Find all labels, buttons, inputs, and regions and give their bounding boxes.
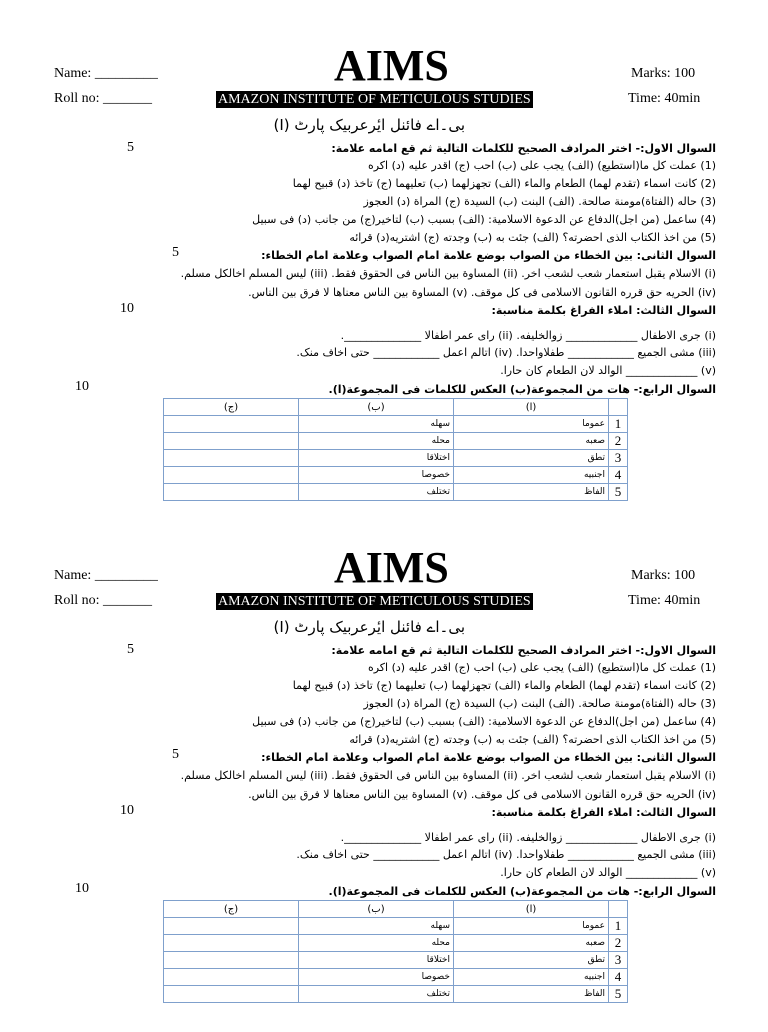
table-header-row	[164, 399, 628, 416]
q2-title: السوال الثانی: بین الخطاء من الصواب بوضع علامة امام الصواب وعلامة امام الخطاء:	[261, 249, 716, 262]
q4-title: السوال الرابع:- هات من المجموعة(ب) العکس للکلمات فی المجموعة(ا).	[328, 383, 716, 396]
q1-marks: 5	[127, 642, 134, 657]
cell-group-a: عموما	[454, 416, 609, 433]
cell-group-c	[164, 986, 299, 1003]
table-row	[164, 918, 628, 935]
q3-line-2: (iii) مشی الجمیع ____________ طفلاواحدا. (iv) اتالم اعمل ____________ حتی اخاف منک.	[296, 848, 716, 861]
marks-label: Marks: 100	[631, 66, 696, 81]
cell-group-c	[164, 918, 299, 935]
name-field-label: Name: _________	[54, 568, 158, 583]
q1-line-1: (1) عملت کل ما(استطیع) (الف) یجب علی (ب) احب (ج) اقدر علیه (د) اکره	[367, 661, 716, 674]
cell-group-a: تطق	[454, 450, 609, 467]
q2-title: السوال الثانی: بین الخطاء من الصواب بوضع علامة امام الصواب وعلامة امام الخطاء:	[261, 751, 716, 764]
row-number: 4	[609, 969, 628, 986]
table-row	[164, 935, 628, 952]
time-label: Time: 40min	[628, 91, 701, 106]
row-number: 3	[609, 450, 628, 467]
cell-group-b: سهله	[299, 918, 454, 935]
table-row	[164, 467, 628, 484]
paper-title: بی۔اے فائنل ایٔرعربیک پارٹ (I)	[273, 116, 465, 134]
table-row	[164, 986, 628, 1003]
cell-group-c	[164, 416, 299, 433]
table-row	[164, 484, 628, 501]
q1-line-3: (3) حاله (الفتاة)مومنة صالحة. (الف) البنت (ب) السيدة (ج) المراة (د) العجوز	[363, 195, 716, 208]
cell-group-c	[164, 450, 299, 467]
cell-group-b: تختلف	[299, 986, 454, 1003]
q3-line-1: (i) جری الاطفال _____________ زوالخلیفه. (ii) رای عمر اطفالا ______________.	[340, 831, 716, 844]
q1-line-5: (5) من اخذ الکتاب الذی احضرته؟ (الف) جئت به (ب) وجدته (ج) اشتریه(د) قرائه	[349, 733, 716, 746]
cell-group-b: خصوصا	[299, 969, 454, 986]
q3-marks: 10	[120, 803, 134, 818]
cell-group-a: اجنبیه	[454, 969, 609, 986]
table-header-b: (ب)	[299, 901, 454, 918]
q3-line-2: (iii) مشی الجمیع ____________ طفلاواحدا. (iv) اتالم اعمل ____________ حتی اخاف منک.	[296, 346, 716, 359]
cell-group-c	[164, 952, 299, 969]
roll-number-label: Roll no: _______	[54, 91, 153, 106]
q2-line-2: (iv) الحریه حق قرره القانون الاسلامی فی کل موقف. (v) المساوة بین الناس معناها لا فرق بین الناس.	[248, 788, 716, 801]
name-field-label: Name: _________	[54, 66, 158, 81]
table-row	[164, 450, 628, 467]
cell-group-b: تختلف	[299, 484, 454, 501]
cell-group-a: اجنبیه	[454, 467, 609, 484]
q1-title: السوال الاول:- اختر المرادف الصحیح للكلمات التالیة ثم قع امامه علامة:	[331, 142, 716, 155]
exam-sheet-top	[0, 40, 768, 530]
q2-line-2: (iv) الحریه حق قرره القانون الاسلامی فی کل موقف. (v) المساوة بین الناس معناها لا فرق بین الناس.	[248, 286, 716, 299]
q3-marks: 10	[120, 301, 134, 316]
q2-marks: 5	[172, 245, 179, 260]
q3-title: السوال الثالث: املاء الفراغ بکلمة مناسبة:	[491, 304, 716, 317]
marks-label: Marks: 100	[631, 568, 696, 583]
table-header-c: (ج)	[164, 901, 299, 918]
q3-title: السوال الثالث: املاء الفراغ بکلمة مناسبة:	[491, 806, 716, 819]
school-subtitle-banner: AMAZON INSTITUTE OF METICULOUS STUDIES	[218, 594, 531, 609]
table-header-b: (ب)	[299, 399, 454, 416]
table-row	[164, 952, 628, 969]
cell-group-a: الفاظ	[454, 484, 609, 501]
q1-line-2: (2) کانت اسماء (تقدم لهما) الطعام والماء (الف) تجهزلهما (ب) تعليهما (ج) تاخذ (د) قبیح لهما	[292, 177, 716, 190]
cell-group-a: صعبه	[454, 935, 609, 952]
q1-line-5: (5) من اخذ الکتاب الذی احضرته؟ (الف) جئت به (ب) وجدته (ج) اشتریه(د) قرائه	[349, 231, 716, 244]
cell-group-b: سهله	[299, 416, 454, 433]
q1-line-4: (4) ساعمل (من اجل)الدفاع عن الدعوة الاسلامیة: (الف) بسبب (ب) لتاخیر(ج) من جانب (د) فی سبیل	[252, 715, 716, 728]
table-row	[164, 416, 628, 433]
school-subtitle-banner: AMAZON INSTITUTE OF METICULOUS STUDIES	[218, 92, 531, 107]
row-number: 2	[609, 935, 628, 952]
cell-group-c	[164, 935, 299, 952]
q1-title: السوال الاول:- اختر المرادف الصحیح للكلمات التالیة ثم قع امامه علامة:	[331, 644, 716, 657]
paper-title: بی۔اے فائنل ایٔرعربیک پارٹ (I)	[273, 618, 465, 636]
row-number: 5	[609, 986, 628, 1003]
q1-line-4: (4) ساعمل (من اجل)الدفاع عن الدعوة الاسلامیة: (الف) بسبب (ب) لتاخیر(ج) من جانب (د) فی سبیل	[252, 213, 716, 226]
row-number: 1	[609, 918, 628, 935]
q3-line-3: (v) _____________ الوالد لان الطعام کان حارا.	[500, 364, 716, 377]
table-header-a: (ا)	[454, 901, 609, 918]
table-row	[164, 433, 628, 450]
table-header-row	[164, 901, 628, 918]
row-number: 1	[609, 416, 628, 433]
q1-line-1: (1) عملت کل ما(استطیع) (الف) یجب علی (ب) احب (ج) اقدر علیه (د) اکره	[367, 159, 716, 172]
q1-line-2: (2) کانت اسماء (تقدم لهما) الطعام والماء (الف) تجهزلهما (ب) تعليهما (ج) تاخذ (د) قبیح لهما	[292, 679, 716, 692]
q1-line-3: (3) حاله (الفتاة)مومنة صالحة. (الف) البنت (ب) السيدة (ج) المراة (د) العجوز	[363, 697, 716, 710]
q4-table	[163, 900, 628, 1003]
cell-group-a: تطق	[454, 952, 609, 969]
cell-group-a: صعبه	[454, 433, 609, 450]
cell-group-a: عموما	[454, 918, 609, 935]
roll-number-label: Roll no: _______	[54, 593, 153, 608]
cell-group-b: اختلاقا	[299, 450, 454, 467]
cell-group-c	[164, 969, 299, 986]
cell-group-c	[164, 433, 299, 450]
exam-sheet-bottom	[0, 542, 768, 1032]
q3-line-3: (v) _____________ الوالد لان الطعام کان حارا.	[500, 866, 716, 879]
cell-group-c	[164, 484, 299, 501]
cell-group-b: محله	[299, 935, 454, 952]
q4-marks: 10	[75, 379, 89, 394]
table-header-c: (ج)	[164, 399, 299, 416]
q4-title: السوال الرابع:- هات من المجموعة(ب) العکس للکلمات فی المجموعة(ا).	[328, 885, 716, 898]
cell-group-b: اختلاقا	[299, 952, 454, 969]
table-row	[164, 969, 628, 986]
q3-line-1: (i) جری الاطفال _____________ زوالخلیفه. (ii) رای عمر اطفالا ______________.	[340, 329, 716, 342]
q1-marks: 5	[127, 140, 134, 155]
q4-marks: 10	[75, 881, 89, 896]
row-number: 5	[609, 484, 628, 501]
cell-group-a: الفاظ	[454, 986, 609, 1003]
time-label: Time: 40min	[628, 593, 701, 608]
school-title: AIMS	[334, 543, 449, 592]
row-number: 4	[609, 467, 628, 484]
row-number: 3	[609, 952, 628, 969]
q2-line-1: (i) الاسلام یقبل استعمار شعب لشعب اخر. (ii) المساوة بین الناس فی الحقوق فقط. (iii) لیس المسلم اخالكل مسلم.	[180, 769, 716, 782]
school-title: AIMS	[334, 41, 449, 90]
cell-group-b: خصوصا	[299, 467, 454, 484]
cell-group-c	[164, 467, 299, 484]
cell-group-b: محله	[299, 433, 454, 450]
row-number: 2	[609, 433, 628, 450]
q4-table	[163, 398, 628, 501]
table-header-index	[609, 399, 628, 416]
table-header-index	[609, 901, 628, 918]
q2-line-1: (i) الاسلام یقبل استعمار شعب لشعب اخر. (ii) المساوة بین الناس فی الحقوق فقط. (iii) لیس المسلم اخالكل مسلم.	[180, 267, 716, 280]
table-header-a: (ا)	[454, 399, 609, 416]
q2-marks: 5	[172, 747, 179, 762]
